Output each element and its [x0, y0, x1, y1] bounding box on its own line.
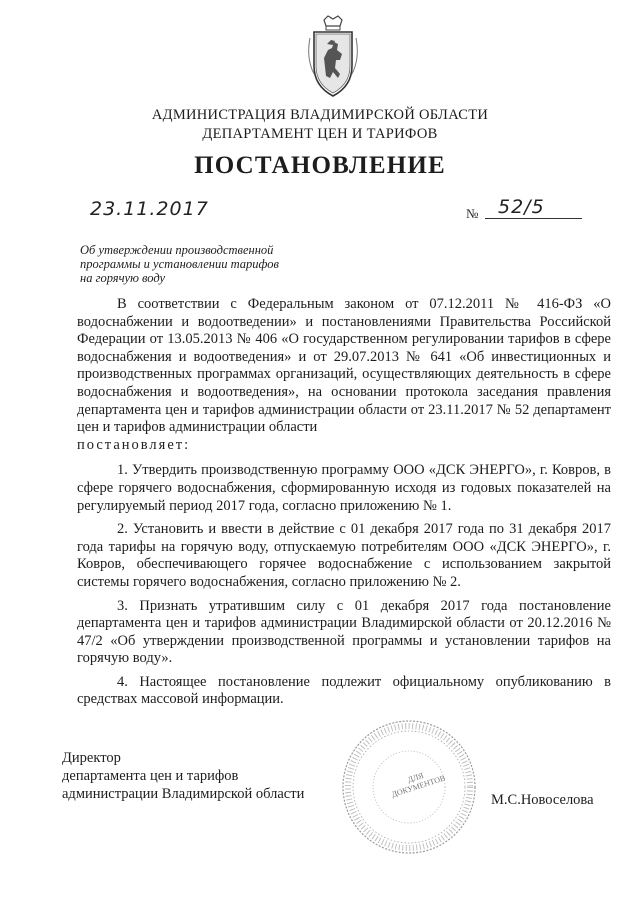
signature-position: Директор	[62, 750, 121, 766]
decree-item-4: 4. Настоящее постановление подлежит официальному опубликованию в средствах массовой информации.	[77, 673, 611, 708]
signature-department: департамента цен и тарифов	[62, 768, 239, 784]
document-subject	[80, 243, 310, 285]
signature-administration: администрации Владимирской области	[62, 786, 305, 802]
subject-line: программы и установлении тарифов	[80, 257, 279, 271]
subject-line: на горячую воду	[80, 271, 166, 285]
document-number: 52/5	[498, 196, 545, 218]
document-title: ПОСТАНОВЛЕНИЕ	[194, 152, 446, 179]
decree-word: постановляет:	[77, 436, 191, 453]
decree-item-2: 2. Установить и ввести в действие с 01 декабря 2017 года по 31 декабря 2017 года тарифы на горячую воду, отпускаемую потребителям ООО «ДСК ЭНЕРГО», г. Ковров, обеспечивающего горячее водоснабжение с использованием закрытой системы горячего водоснабжения, согласно приложению № 2.	[77, 521, 611, 590]
document-date: 23.11.2017	[90, 198, 209, 220]
number-underline	[485, 218, 582, 219]
decree-item-1: 1. Утвердить производственную программу ООО «ДСК ЭНЕРГО», г. Ковров, в сфере горячего водоснабжения, сформированную исходя из годовых показателей на регулируемый период 2017 года, согласно приложению № 1.	[77, 462, 611, 514]
header-administration: АДМИНИСТРАЦИЯ ВЛАДИМИРСКОЙ ОБЛАСТИ	[151, 107, 489, 123]
header-department: ДЕПАРТАМЕНТ ЦЕН И ТАРИФОВ	[202, 126, 438, 142]
decree-item-3: 3. Признать утратившим силу с 01 декабря 2017 года постановление департамента цен и тарифов администрации Владимирской области от 20.12.2016 № 47/2 «Об утверждении производственной программы и установлении тарифов на горячую воду».	[77, 597, 611, 667]
signature-block	[62, 749, 304, 803]
number-label: №	[466, 206, 479, 221]
seal-text: ДЛЯ ДОКУМЕНТОВ	[390, 770, 447, 800]
coat-of-arms-emblem	[304, 14, 362, 100]
signatory-name: М.С.Новоселова	[491, 792, 594, 808]
document-body	[77, 296, 611, 715]
preamble-paragraph	[77, 296, 611, 437]
preamble-text: В соответствии с Федеральным законом от 07.12.2011 № 416-ФЗ «О водоснабжении и водоотведении» и постановлениями Правительства Российской Федерации от 13.05.2013 № 406 «О государственном регулировании тарифов в сфере водоснабжения и водоотведения» и от 29.07.2013 № 641 «Об инвестиционных и производственных программах организаций, осуществляющих деятельность в сфере водоснабжения и водоотведения», на основании протокола заседания правления департамента цен и тарифов администрации области от 23.11.2017 № 52 департамент цен и тарифов администрации области	[77, 296, 611, 436]
subject-line: Об утверждении производственной	[80, 243, 274, 257]
